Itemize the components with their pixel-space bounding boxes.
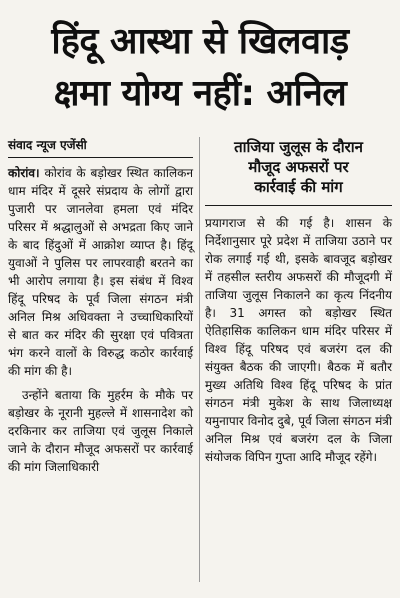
headline-line-2: क्षमा योग्य नहीं: अनिल [53,73,347,114]
left-paragraph-2: उन्होंने बताया कि मुहर्रम के मौके पर बड़ोखर के नूरानी मुहल्ले में शासनादेश को दरकिनार कर ताजिया एवं जुलूस निकाले जाने के दौरान मौजूद अफसरों पर कार्रवाई की मांग जिलाधिकारी [8,388,193,474]
right-column [205,137,392,466]
subheadline-rule [205,205,392,206]
headline-line-1: हिंदू आस्था से खिलवाड़ [51,21,349,62]
left-column [8,137,193,476]
subheadline-line-2: मौजूद अफसरों पर [248,158,349,176]
dateline: कोरांव। [8,166,40,180]
right-paragraph-1: प्रयागराज से की गई है। शासन के निर्देशानुसार पूरे प्रदेश में ताजिया उठाने पर रोक लगाई गई थी, इसके बावजूद बड़ोखर में तहसील स्तरीय अफसरों की मौजूदगी में ताजिया जुलूस निकालने का कृत्य निंदनीय है। 31 अगस्त को बड़ोखर स्थित ऐतिहासिक कालिकन धाम मंदिर परिसर में विश्व हिंदू परिषद एवं बजरंग दल की संयुक्त बैठक की जाएगी। बैठक में बतौर मुख्य अतिथि विश्व हिंदू परिषद के प्रांत संगठन मंत्री मुकेश के साथ जिलाध्यक्ष यमुनापार विनोद दुबे, पूर्व जिला संगठन मंत्री अनिल मिश्र एवं बजरंग दल के जिला संयोजक विपिन गुप्ता आदि मौजूद रहेंगे। [205,216,392,464]
left-paragraph-1 [8,164,193,380]
column-divider [199,137,200,582]
left-paragraph-1-text: कोरांव के बड़ोखर स्थित कालिकन धाम मंदिर में दूसरे संप्रदाय के लोगों द्वारा पुजारी पर जानलेवा हमला एवं मंदिर परिसर में श्रद्धालुओं से अभद्रता किए जाने के बाद हिंदुओं में आक्रोश व्याप्त है। हिंदू युवाओं ने पुलिस पर लापरवाही बरतने का भी आरोप लगाया है। इस संबंध में विश्व हिंदू परिषद के पूर्व जिला संगठन मंत्री अनिल मिश्र अधिवक्ता ने उच्चाधिकारियों से बात कर मंदिर की सुरक्षा एवं पवित्रता भंग करने वालों के विरुद्ध कठोर कार्रवाई की मांग की है। [8,166,193,378]
subheadline [205,137,392,203]
subheadline-line-1: ताजिया जुलूस के दौरान [234,138,363,156]
subheadline-line-3: कार्रवाई की मांग [254,178,343,196]
byline: संवाद न्यूज एजेंसी [8,137,193,158]
